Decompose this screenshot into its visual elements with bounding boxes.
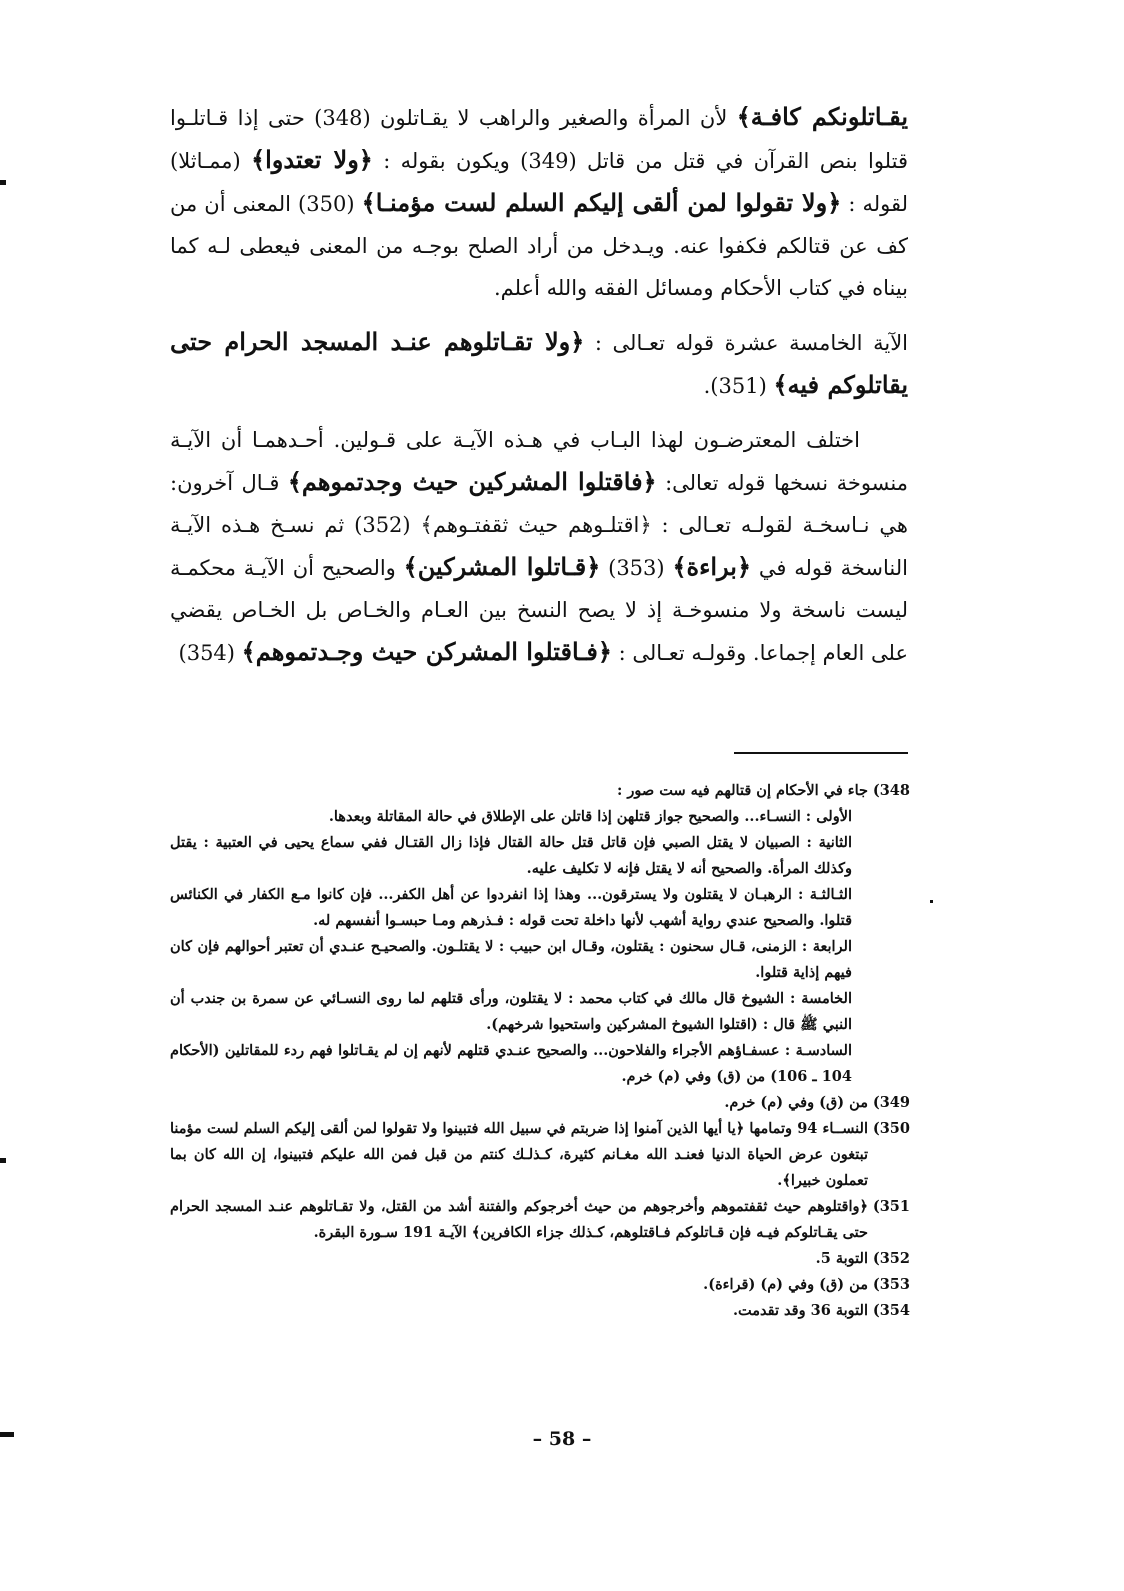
quran-quote: ﴿قـاتلوا المشركين﴾ bbox=[403, 552, 601, 581]
footnote-subitem: الثانية : الصبيان لا يقتل الصبي فإن قاتل قتل حالة القتال فإذا زال القتـال ففي سماع يحيى في العتبية : يقتل وكذلك المرأة. والصحيح أنه لا يقتل فإنه لا تكليف عليه. bbox=[170, 834, 852, 877]
footnote-number: (348 bbox=[872, 782, 910, 799]
footnote-subitem: الخامسة : الشيوخ قال مالك في كتاب محمد : لا يقتلون، ورأى قتلهم لما روى النسـائي عن سمرة بن جندب أن النبي ﷺ قال : (اقتلوا الشيوخ المشركين واستحيوا شرخهم). bbox=[170, 990, 852, 1033]
footnote bbox=[170, 1298, 910, 1324]
text-segment: اختلف المعترضـون لهذا البـاب في هـذه الآيـة على قـولين. أحـدهمـا أن الآيـة منسوخة نسخها قوله تعالى: bbox=[170, 428, 908, 495]
page-number: – 58 – bbox=[532, 1428, 592, 1450]
footnote-text: التوبة 36 وقد تقدمت. bbox=[732, 1302, 868, 1319]
text-segment: (350) المعنى أن من كف عن قتالكم فكفوا عنه. ويـدخل من أراد الصلح بوجـه من المعنى فيعطى لـه كما بيناه في كتاب الأحكام ومسائل الفقه والله أعلم. bbox=[170, 192, 908, 300]
quran-quote: ﴿ولا تعتدوا﴾ bbox=[251, 145, 373, 174]
footnote-text: من (ق) وفي (م) خرم. bbox=[724, 1094, 868, 1111]
footnote-number: (349 bbox=[872, 1094, 910, 1111]
quran-quote: يقـاتلونكم كافـة﴾ bbox=[736, 102, 909, 131]
footnote-text: جاء في الأحكام إن قتالهم فيه ست صور : bbox=[616, 782, 868, 799]
text-segment: (351). bbox=[703, 374, 774, 398]
quran-quote: ﴿فـاقتلوا المشركن حيث وجـدتموهم﴾ bbox=[241, 637, 612, 666]
main-text bbox=[170, 96, 908, 686]
scan-mark bbox=[930, 900, 933, 903]
quran-quote: ﴿فاقتلوا المشركين حيث وجدتموهم﴾ bbox=[287, 467, 657, 496]
footnote bbox=[170, 1194, 910, 1246]
footnote-text: من (ق) وفي (م) (قراءة). bbox=[703, 1276, 868, 1293]
footnotes bbox=[170, 778, 910, 1324]
scan-mark bbox=[0, 1158, 6, 1163]
quran-quote: ﴿ولا تقولوا لمن ألقى إليكم السلم لست مؤمنـا﴾ bbox=[361, 188, 842, 217]
scan-mark bbox=[0, 1432, 14, 1437]
footnote-number: (352 bbox=[872, 1250, 910, 1267]
scan-mark bbox=[0, 180, 6, 185]
paragraph bbox=[170, 96, 908, 309]
footnote-number: (354 bbox=[872, 1302, 910, 1319]
text-segment: والصحيح أن الآيـة محكمـة ليست ناسخة ولا منسوخـة إذ لا يصح النسخ بين العـام والخـاص بل الخـاص يقضي على العام إجماعا. وقولـه تعـالى : bbox=[170, 556, 908, 665]
text-segment: لأن المرأة والصغير والراهب لا يقـاتلون (348) حتى إذا قـاتلـوا قتلوا بنص القرآن في قتل من قاتل (349) ويكون بقوله : bbox=[170, 106, 908, 173]
text-segment: قـال آخرون: هي نـاسخـة لقولـه تعـالى : ﴿اقتلـوهم حيث ثقفتـوهم﴾ (352) ثم نسـخ هـذه الآيـة الناسخة قوله في bbox=[170, 471, 908, 580]
text-segment: (354) bbox=[178, 641, 242, 665]
footnote bbox=[170, 778, 910, 804]
footnote-subitem: السادسـة : عسفـاؤهم الأجراء والفلاحون... والصحيح عنـدي قتلهم لأنهم إن لم يقـاتلوا فهم ردء للمقاتلين (الأحكام 104 ـ 106) من (ق) وفي (م) خرم. bbox=[170, 1042, 852, 1085]
footnote-separator bbox=[734, 752, 908, 754]
footnote bbox=[170, 1246, 910, 1272]
footnote-text: التوبة 5. bbox=[815, 1250, 868, 1267]
paragraph bbox=[170, 419, 908, 674]
text-segment: (ممـاثلا) لقوله : bbox=[170, 149, 909, 216]
footnote-subitem: الأولى : النسـاء... والصحيح جواز قتلهن إذا قاتلن على الإطلاق في حالة المقاتلة وبعدها. bbox=[328, 808, 852, 825]
footnote-subitem: الثـالثـة : الرهبـان لا يقتلون ولا يسترقون... وهذا إذا انفردوا عن أهل الكفر... فإن كانوا مـع الكفار في الكنائس قتلوا. والصحيح عندي رواية أشهب لأنها داخلة تحت قوله : فـذرهم ومـا حبسـوا أنفسهم له. bbox=[170, 886, 852, 929]
quran-quote: ﴿براءة﴾ bbox=[672, 552, 752, 581]
quran-quote: ﴿ولا تقـاتلوهم عنـد المسجد الحرام حتى يقاتلوكم فيه﴾ bbox=[170, 327, 908, 399]
footnote-number: (350 bbox=[872, 1120, 910, 1137]
footnote-text: ﴿واقتلوهم حيث ثقفتموهم وأخرجوهم من حيث أخرجوكم والفتنة أشد من القتل، ولا تقـاتلوهم عنـد المسجد الحرام حتى يقـاتلوكم فيـه فإن قـاتلوكم فـاقتلوهم، كـذلك جزاء الكافرين﴾ الآيـة 191 سـورة البقرة. bbox=[170, 1198, 868, 1241]
footnote-number: (353 bbox=[872, 1276, 910, 1293]
text-segment: الآية الخامسة عشرة قوله تعـالى : bbox=[584, 331, 909, 355]
footnote bbox=[170, 1116, 910, 1194]
footnote-number: (351 bbox=[872, 1198, 910, 1215]
footnote bbox=[170, 1090, 910, 1116]
footnote-subitem: الرابعة : الزمنى، قـال سحنون : يقتلون، وقـال ابن حبيب : لا يقتلـون. والصحيـح عنـدي أن تعتبر أحوالهم فإن كان فيهم إذاية قتلوا. bbox=[170, 938, 852, 981]
footnote bbox=[170, 1272, 910, 1298]
paragraph bbox=[170, 321, 908, 407]
footnote-text: النســاء 94 وتمامها ﴿يا أيها الذين آمنوا إذا ضربتم في سبيل الله فتبينوا ولا تقولوا لمن ألقى إليكم السلم لست مؤمنا تبتغون عرض الحياة الدنيا فعنـد الله مغـانم كثيرة، كـذلـك كنتم من قبل فمن الله عليكم فتبينوا، إن الله كان بما تعملون خبيرا﴾. bbox=[170, 1120, 868, 1189]
text-segment: (353) bbox=[600, 556, 673, 580]
